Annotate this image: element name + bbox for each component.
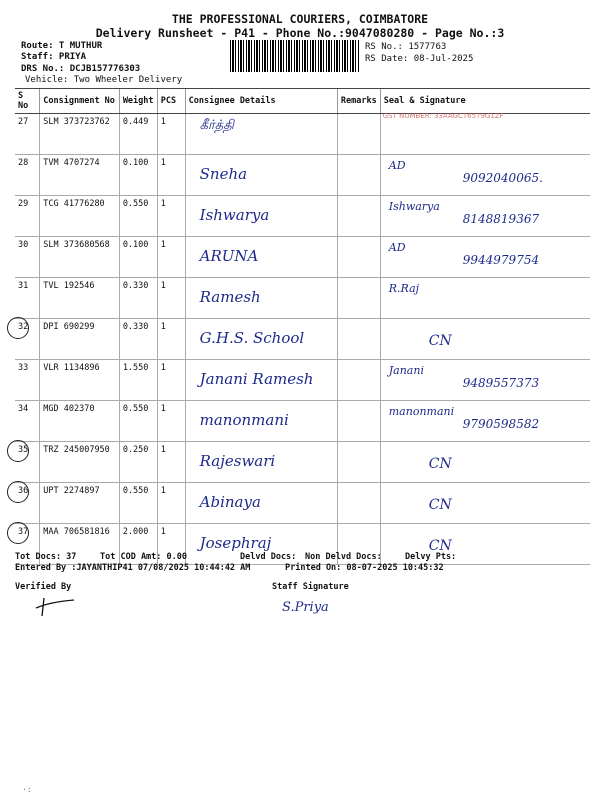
row-consignee: [185, 114, 337, 155]
sno-value: 28: [18, 158, 29, 168]
row-weight: 0.449: [119, 114, 157, 155]
staff-signature-label: Staff Signature: [272, 582, 349, 592]
row-weight: 0.250: [119, 442, 157, 483]
row-sno: [15, 114, 40, 155]
printed-on: Printed On: 08-07-2025 10:45:32: [285, 563, 444, 573]
row-pcs: 1: [157, 401, 185, 442]
row-remarks: [337, 319, 380, 360]
receiver-signature: AD: [388, 241, 406, 254]
row-pcs: 1: [157, 442, 185, 483]
row-seal-signature: [380, 114, 590, 155]
company-title: THE PROFESSIONAL COURIERS, COIMBATORE: [171, 12, 429, 26]
row-pcs: 1: [157, 319, 185, 360]
runsheet-subtitle: Delivery Runsheet - P41 - Phone No.:9047080280 - Page No.:3: [95, 26, 505, 40]
sno-value: 31: [18, 281, 29, 291]
row-seal-signature: [380, 483, 590, 524]
route-label: Route: T MUTHUR: [21, 41, 103, 51]
row-sno: [15, 319, 40, 360]
receiver-signature: manonmani: [388, 405, 455, 418]
barcode-image: [230, 40, 360, 72]
table-row: [15, 278, 590, 319]
corner-mark: ·:: [22, 785, 32, 794]
row-sno: [15, 442, 40, 483]
row-consignment: MAA 706581816: [40, 524, 120, 565]
sno-value: 34: [18, 404, 29, 414]
row-consignee: [185, 155, 337, 196]
row-pcs: 1: [157, 360, 185, 401]
receiver-signature: Ishwarya: [388, 200, 440, 213]
row-consignee: [185, 237, 337, 278]
vehicle-label: Vehicle: Two Wheeler Delivery: [25, 75, 183, 85]
receiver-phone: 9489557373: [462, 376, 540, 390]
consignee-handwriting: G.H.S. School: [199, 329, 305, 347]
row-seal-signature: [380, 319, 590, 360]
table-row: [15, 196, 590, 237]
cn-mark: CN: [428, 538, 452, 554]
row-weight: 0.550: [119, 196, 157, 237]
sno-value: 32: [18, 322, 29, 332]
non-delivered-docs: Non Delvd Docs:: [305, 552, 382, 562]
cn-mark: CN: [428, 333, 452, 349]
row-weight: 0.100: [119, 155, 157, 196]
row-remarks: [337, 237, 380, 278]
table-row: [15, 360, 590, 401]
col-pcs: PCS: [157, 89, 185, 114]
row-consignment: DPI 690299: [40, 319, 120, 360]
staff-label: Staff: PRIYA: [21, 52, 87, 62]
row-consignment: TVM 4707274: [40, 155, 120, 196]
row-seal-signature: [380, 196, 590, 237]
row-remarks: [337, 360, 380, 401]
row-pcs: 1: [157, 155, 185, 196]
row-consignee: [185, 278, 337, 319]
receiver-phone: 9092040065.: [462, 171, 543, 185]
staff-signature-scribble: S.Priya: [282, 600, 329, 615]
row-remarks: [337, 114, 380, 155]
cn-mark: CN: [428, 497, 452, 513]
row-weight: 0.330: [119, 319, 157, 360]
row-sno: [15, 155, 40, 196]
total-docs: Tot Docs: 37: [15, 552, 77, 562]
consignee-handwriting: Ramesh: [199, 288, 261, 306]
row-consignment: TVL 192546: [40, 278, 120, 319]
verified-signature: [30, 592, 90, 618]
row-seal-signature: [380, 155, 590, 196]
table-row: [15, 114, 590, 155]
row-remarks: [337, 401, 380, 442]
rs-date: RS Date: 08-Jul-2025: [365, 54, 474, 64]
sno-value: 33: [18, 363, 29, 373]
row-sno: [15, 401, 40, 442]
row-weight: 1.550: [119, 360, 157, 401]
runsheet-table: [15, 88, 590, 565]
table-row: [15, 319, 590, 360]
row-consignment: TRZ 245007950: [40, 442, 120, 483]
receiver-phone: 9790598582: [462, 417, 540, 431]
row-consignment: SLM 373680568: [40, 237, 120, 278]
sno-value: 35: [18, 445, 29, 455]
row-weight: 2.000: [119, 524, 157, 565]
receiver-signature: R.Raj: [388, 282, 420, 295]
consignee-handwriting: Ishwarya: [199, 206, 270, 224]
sno-value: 30: [18, 240, 29, 250]
col-sno: S No: [15, 89, 40, 114]
consignee-handwriting: Rajeswari: [199, 452, 276, 470]
row-seal-signature: [380, 442, 590, 483]
row-consignee: [185, 483, 337, 524]
table-row: [15, 155, 590, 196]
row-remarks: [337, 483, 380, 524]
table-row: [15, 401, 590, 442]
receiver-phone: 8148819367: [462, 212, 540, 226]
col-seal: Seal & Signature: [380, 89, 590, 114]
row-seal-signature: [380, 360, 590, 401]
company-stamp: GST NUMBER: 33AAGCT6579G1ZF: [382, 112, 504, 120]
row-pcs: 1: [157, 524, 185, 565]
table-row: [15, 237, 590, 278]
receiver-phone: 9944979754: [462, 253, 540, 267]
col-remarks: Remarks: [337, 89, 380, 114]
row-seal-signature: [380, 237, 590, 278]
row-remarks: [337, 278, 380, 319]
col-consignee: Consignee Details: [185, 89, 337, 114]
consignee-handwriting: கீர்த்தி: [199, 118, 234, 133]
sno-value: 27: [18, 117, 29, 127]
row-pcs: 1: [157, 196, 185, 237]
delivery-points: Delvy Pts:: [405, 552, 457, 562]
row-consignee: [185, 442, 337, 483]
row-consignment: VLR 1134896: [40, 360, 120, 401]
entered-by: Entered By :JAYANTHIP41 07/08/2025 10:44:42 AM: [15, 563, 251, 573]
row-consignment: UPT 2274897: [40, 483, 120, 524]
receiver-signature: AD: [388, 159, 406, 172]
row-pcs: 1: [157, 483, 185, 524]
delivered-docs: Delvd Docs:: [240, 552, 297, 562]
row-weight: 0.550: [119, 401, 157, 442]
row-consignment: SLM 373723762: [40, 114, 120, 155]
sno-circle-mark: [7, 317, 29, 339]
row-sno: [15, 196, 40, 237]
col-weight: Weight: [119, 89, 157, 114]
sno-value: 36: [18, 486, 29, 496]
table-row: [15, 442, 590, 483]
consignee-handwriting: manonmani: [199, 411, 289, 429]
sno-circle-mark: [7, 522, 29, 544]
row-pcs: 1: [157, 237, 185, 278]
drs-number: DRS No.: DCJB157776303: [21, 64, 141, 74]
row-sno: [15, 237, 40, 278]
rs-number: RS No.: 1577763: [365, 42, 447, 52]
row-sno: [15, 483, 40, 524]
row-pcs: 1: [157, 114, 185, 155]
row-seal-signature: [380, 278, 590, 319]
row-sno: [15, 278, 40, 319]
row-consignee: [185, 401, 337, 442]
row-consignee: [185, 360, 337, 401]
row-remarks: [337, 155, 380, 196]
consignee-handwriting: Sneha: [199, 165, 248, 183]
sno-value: 29: [18, 199, 29, 209]
row-weight: 0.550: [119, 483, 157, 524]
row-consignee: [185, 319, 337, 360]
row-weight: 0.100: [119, 237, 157, 278]
row-seal-signature: [380, 401, 590, 442]
sno-value: 37: [18, 527, 29, 537]
row-remarks: [337, 442, 380, 483]
row-consignment: TCG 41776280: [40, 196, 120, 237]
total-cod: Tot COD Amt: 0.00: [100, 552, 187, 562]
row-sno: [15, 360, 40, 401]
receiver-signature: Janani: [388, 364, 424, 377]
table-header: [15, 89, 590, 114]
consignee-handwriting: ARUNA: [199, 247, 259, 265]
row-consignee: [185, 196, 337, 237]
row-weight: 0.330: [119, 278, 157, 319]
sno-circle-mark: [7, 481, 29, 503]
cn-mark: CN: [428, 456, 452, 472]
col-consignment: Consignment No: [40, 89, 120, 114]
row-pcs: 1: [157, 278, 185, 319]
verified-by-label: Verified By: [15, 582, 72, 592]
consignee-handwriting: Josephraj: [199, 534, 272, 552]
sno-circle-mark: [7, 440, 29, 462]
row-remarks: [337, 196, 380, 237]
consignee-handwriting: Abinaya: [199, 493, 261, 511]
row-consignment: MGD 402370: [40, 401, 120, 442]
consignee-handwriting: Janani Ramesh: [199, 370, 314, 388]
table-row: [15, 483, 590, 524]
